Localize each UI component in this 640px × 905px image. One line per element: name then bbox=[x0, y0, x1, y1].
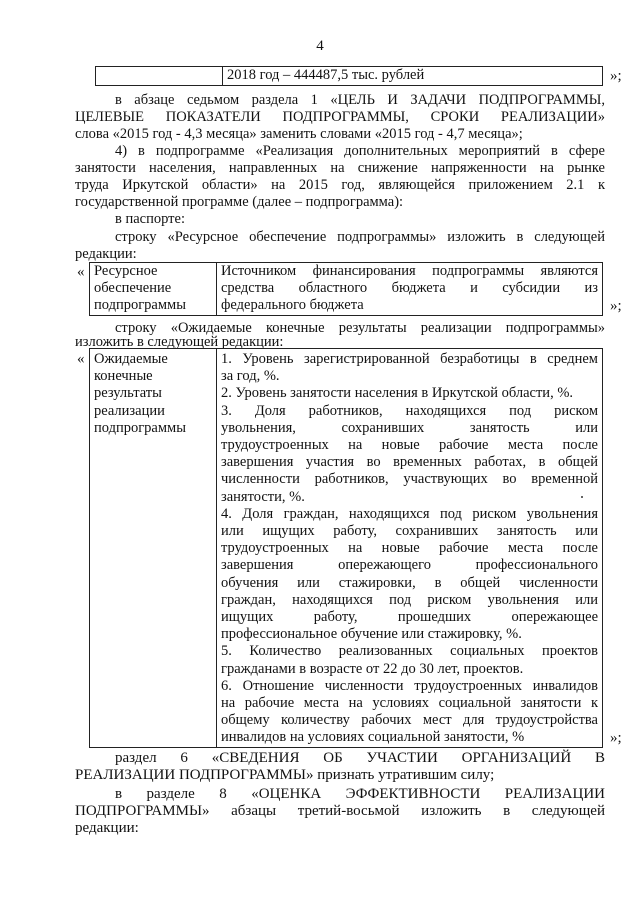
para6-line1: в разделе 8 «ОЦЕНКА ЭФФЕКТИВНОСТИ РЕАЛИЗАЦИИ bbox=[115, 786, 605, 802]
para1-line3: слова «2015 год - 4,3 месяца» заменить словами «2015 год - 4,7 месяца»; bbox=[75, 126, 523, 142]
close-quote: »; bbox=[610, 68, 622, 84]
resource-right-cell: Источником финансирования подпрограммы являются средства областного бюджета и субсидии из федерального бюджета bbox=[217, 263, 603, 316]
results-left-cell: Ожидаемые конечные результаты реализации подпрограммы bbox=[90, 349, 217, 748]
close-quote: »; bbox=[610, 730, 622, 746]
funding-2018-table bbox=[95, 66, 603, 86]
empty-cell bbox=[96, 67, 223, 86]
para3-line2: редакции: bbox=[75, 246, 137, 262]
para4-line1: строку «Ожидаемые конечные результаты реализации подпрограммы» bbox=[115, 320, 605, 336]
funding-2018-cell: 2018 год – 444487,5 тыс. рублей bbox=[223, 67, 603, 86]
para6-line2: ПОДПРОГРАММЫ» абзацы третий-восьмой изложить в следующей bbox=[75, 803, 605, 819]
para2-line1: 4) в подпрограмме «Реализация дополнительных мероприятий в сфере bbox=[115, 143, 605, 159]
para2-line4: государственной программе (далее – подпрограмма): bbox=[75, 194, 404, 210]
para5-line1: раздел 6 «СВЕДЕНИЯ ОБ УЧАСТИИ ОРГАНИЗАЦИЙ В bbox=[115, 750, 605, 766]
para6-line3: редакции: bbox=[75, 820, 139, 836]
para1-line1: в абзаце седьмом раздела 1 «ЦЕЛЬ И ЗАДАЧИ ПОДПРОГРАММЫ, bbox=[115, 92, 605, 108]
para1-line2: ЦЕЛЕВЫЕ ПОКАЗАТЕЛИ ПОДПРОГРАММЫ, СРОКИ РЕАЛИЗАЦИИ» bbox=[75, 109, 605, 125]
open-quote: « bbox=[77, 351, 85, 367]
para3-line1: строку «Ресурсное обеспечение подпрограммы» изложить в следующей bbox=[115, 229, 605, 245]
results-table bbox=[89, 348, 603, 748]
page-number: 4 bbox=[316, 38, 324, 54]
close-quote: »; bbox=[610, 298, 622, 314]
resource-table bbox=[89, 262, 603, 316]
scan-speck bbox=[581, 496, 583, 498]
para5-line2: РЕАЛИЗАЦИИ ПОДПРОГРАММЫ» признать утратившим силу; bbox=[75, 767, 495, 783]
resource-left-cell: Ресурсное обеспечение подпрограммы bbox=[90, 263, 217, 316]
passport-line: в паспорте: bbox=[115, 211, 185, 227]
open-quote: « bbox=[77, 264, 85, 280]
para4-line2: изложить в следующей редакции: bbox=[75, 334, 284, 350]
para2-line2: занятости населения, направленных на снижение напряженности на рынке bbox=[75, 160, 605, 176]
para2-line3: труда Иркутской области» на 2015 год, являющейся приложением 2.1 к bbox=[75, 177, 605, 193]
results-right-cell: 1. Уровень зарегистрированной безработицы в среднем за год, %. 2. Уровень занятости населения в Иркутской области, %. 3. Доля работников, находящихся под риском увольнения, сохранивших занятость или трудоустроенных на новые рабочие места после завершения участия во временных работах, в общей численности работников, участвующих во временной занятости, %. 4. Доля граждан, находящихся под риском увольнения или ищущих работу, сохранивших занятость или трудоустроенных на новые рабочие места после завершения опережающего профессионального обучения или стажировки, в общей численности граждан, находящихся под риском увольнения или ищущих работу, прошедших опережающее профессиональное обучение или стажировку, %. 5. Количество реализованных социальных проектов гражданами в возрасте от 22 до 30 лет, проектов. 6. Отношение численности трудоустроенных инвалидов на рабочие места на условиях социальной занятости к общему количеству рабочих мест для трудоустройства инвалидов на условиях социальной занятости, % bbox=[217, 349, 603, 748]
